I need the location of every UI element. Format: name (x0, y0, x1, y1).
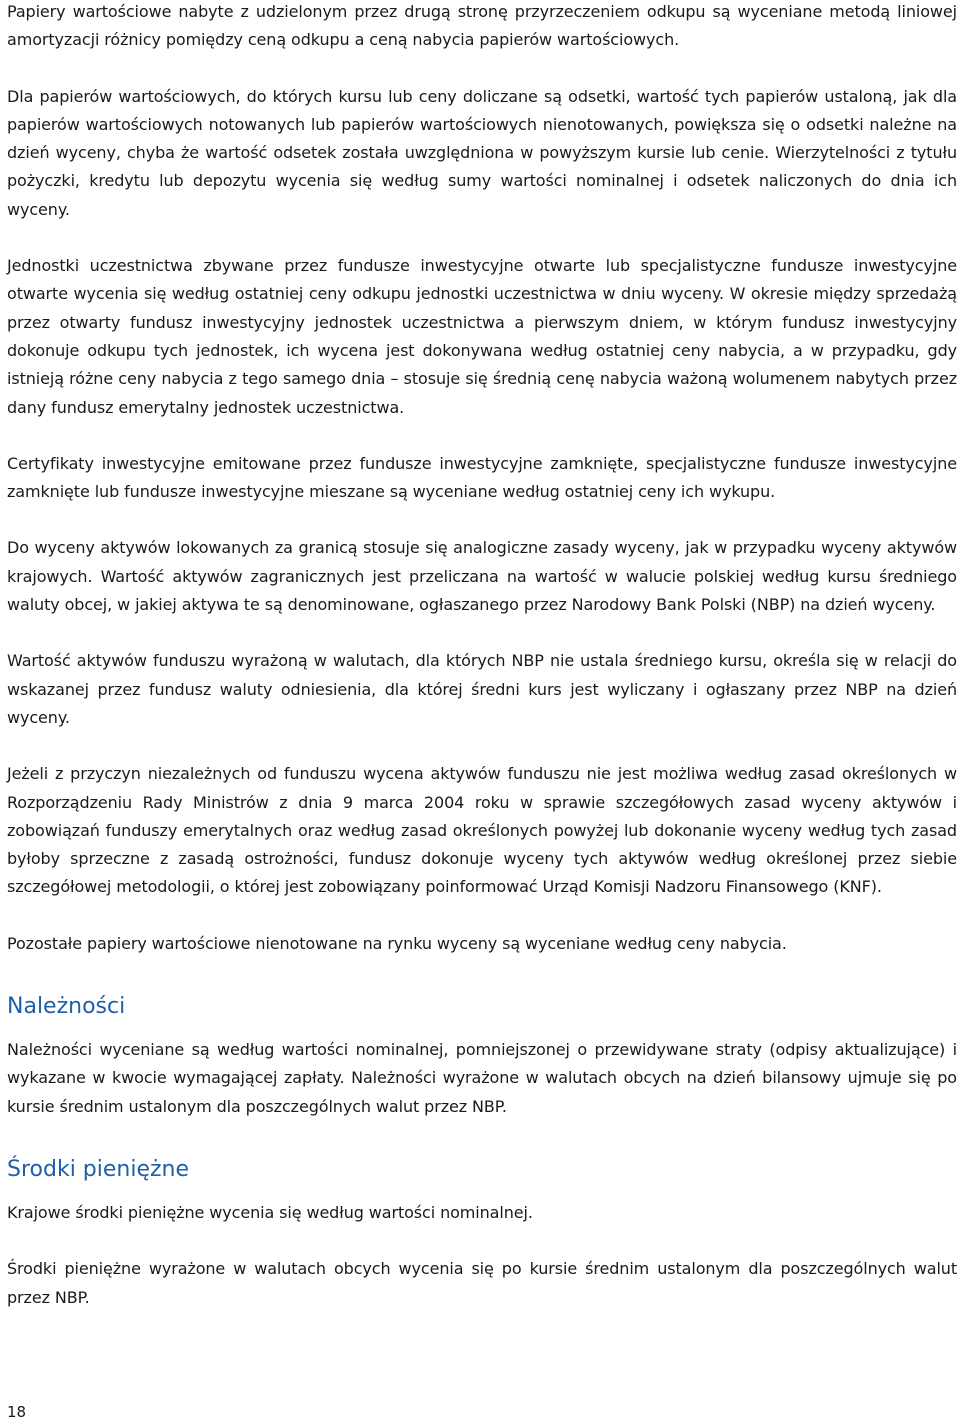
paragraph-participation-units: Jednostki uczestnictwa zbywane przez fundusze inwestycyjne otwarte lub specjalistyczne fundusze inwestycyjne otwarte wycenia się według ostatniej ceny odkupu jednostki uczestnictwa w dniu wyceny. W okresie między sprzedażą przez otwarty fundusz inwestycyjny jednostek uczestnictwa a pierwszym dniem, w którym fundusz inwestycyjny dokonuje odkupu tych jednostek, ich wycena jest dokonywana według ostatniej ceny nabycia, a w przypadku, gdy istnieją różne ceny nabycia z tego samego dnia – stosuje się średnią cenę nabycia ważoną wolumenem nabytych przez dany fundusz emerytalny jednostek uczestnictwa. (7, 256, 957, 417)
paragraph-currency-assets: Wartość aktywów funduszu wyrażoną w walutach, dla których NBP nie ustala średniego kursu, określa się w relacji do wskazanej przez fundusz waluty odniesienia, dla której średni kurs jest wyliczany i ogłaszany przez NBP na dzień wyceny. (7, 651, 957, 727)
paragraph-other-securities: Pozostałe papiery wartościowe nienotowane na rynku wyceny są wyceniane według ceny nabycia. (7, 933, 787, 953)
paragraph-interest-securities: Dla papierów wartościowych, do których kursu lub ceny doliczane są odsetki, wartość tych papierów ustaloną, jak dla papierów wartościowych notowanych lub papierów wartościowych nienotowanych, powiększa się o odsetki należne na dzień wyceny, chyba że wartość odsetek została uwzględniona w powyższym kursie lub cenie. Wierzytelności z tytułu pożyczki, kredytu lub depozytu wycenia się według sumy wartości nominalnej i odsetek naliczonych do dnia ich wyceny. (7, 86, 957, 219)
page-number: 18 (7, 1403, 27, 1421)
section-heading-srodki: Środki pieniężne (7, 1156, 190, 1182)
paragraph-valuation-methodology: Jeżeli z przyczyn niezależnych od funduszu wycena aktywów funduszu nie jest możliwa według zasad określonych w Rozporządzeniu Rady Ministrów z dnia 9 marca 2004 roku w sprawie szczegółowych zasad wyceny aktywów i zobowiązań funduszy emerytalnych oraz według zasad określonych powyżej lub dokonanie wyceny według tych zasad byłoby sprzeczne z zasadą ostrożności, fundusz dokonuje wyceny tych aktywów według określonej przez siebie szczegółowej metodologii, o której jest zobowiązany poinformować Urząd Komisji Nadzoru Finansowego (KNF). (7, 764, 957, 897)
section-heading-naleznosci: Należności (7, 994, 126, 1020)
paragraph-foreign-assets: Do wyceny aktywów lokowanych za granicą stosuje się analogiczne zasady wyceny, jak w przypadku wyceny aktywów krajowych. Wartość aktywów zagranicznych jest przeliczana na wartość w walucie polskiej według kursu średniego waluty obcej, w jakiej aktywa te są denominowane, ogłaszanego przez Narodowy Bank Polski (NBP) na dzień wyceny. (7, 538, 957, 615)
paragraph-repo-securities: Papiery wartościowe nabyte z udzielonym przez drugą stronę przyrzeczeniem odkupu są wyceniane metodą liniowej amortyzacji różnicy pomiędzy ceną odkupu a ceną nabycia papierów wartościowych. (7, 2, 957, 50)
paragraph-receivables: Należności wyceniane są według wartości nominalnej, pomniejszonej o przewidywane straty (odpisy aktualizujące) i wykazane w kwocie wymagającej zapłaty. Należności wyrażone w walutach obcych na dzień bilansowy ujmuje się po kursie średnim ustalonym dla poszczególnych walut przez NBP. (7, 1040, 957, 1116)
paragraph-investment-certificates: Certyfikaty inwestycyjne emitowane przez fundusze inwestycyjne zamknięte, specjalistyczne fundusze inwestycyjne zamknięte lub fundusze inwestycyjne mieszane są wyceniane według ostatniej ceny ich wykupu. (7, 453, 957, 502)
document-page (7, 0, 957, 1312)
paragraph-domestic-cash: Krajowe środki pieniężne wycenia się według wartości nominalnej. (7, 1202, 533, 1222)
paragraph-foreign-cash: Środki pieniężne wyrażone w walutach obcych wycenia się po kursie średnim ustalonym dla poszczególnych walut przez NBP. (7, 1259, 957, 1307)
